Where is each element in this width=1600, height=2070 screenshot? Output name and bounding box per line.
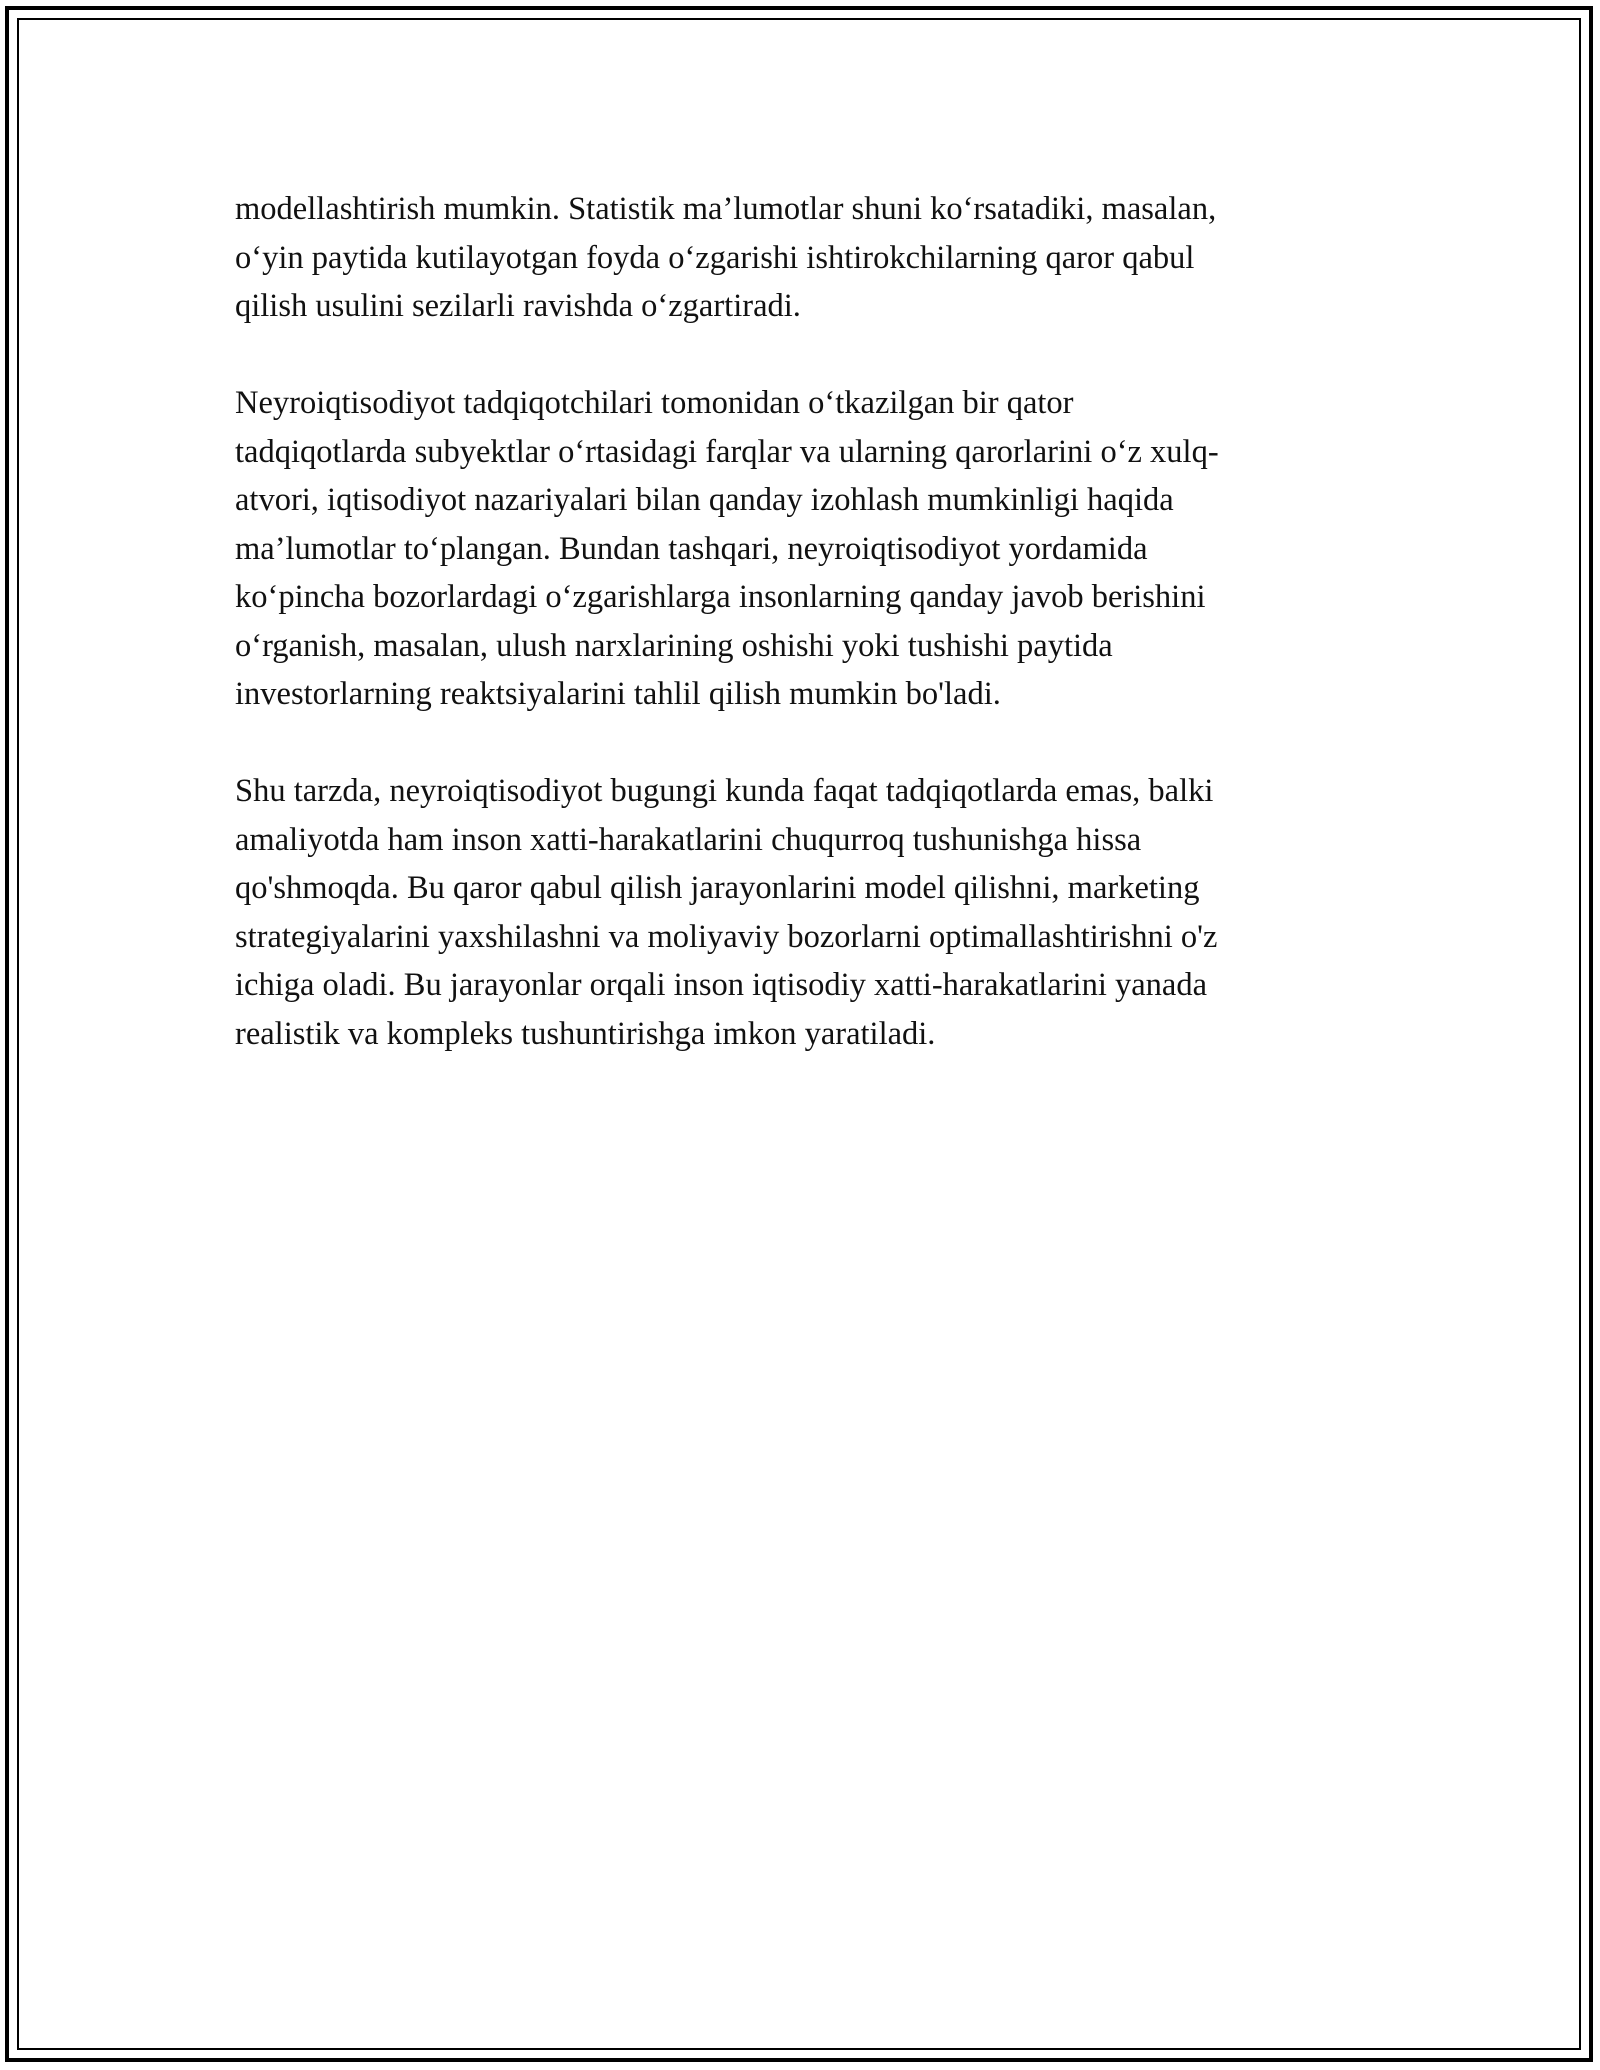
- text-line: ma’lumotlar to‘plangan. Bundan tashqari, neyroiqtisodiyot yordamida: [235, 530, 1148, 567]
- text-line: Neyroiqtisodiyot tadqiqotchilari tomonidan o‘tkazilgan bir qator: [235, 385, 1074, 421]
- text-line: qo'shmoqda. Bu qaror qabul qilish jarayonlarini model qilishni, marketing: [235, 870, 1200, 906]
- text-line: strategiyalarini yaxshilashni va moliyaviy bozorlarni optimallashtirishni o'z: [235, 918, 1218, 955]
- text-line: amaliyotda ham inson xatti-harakatlarini chuqurroq tushunishga hissa: [235, 821, 1142, 858]
- document-body: [235, 185, 1365, 1107]
- text-line: investorlarning reaktsiyalarini tahlil qilish mumkin bo'ladi.: [235, 676, 1001, 712]
- paragraph-1: [235, 185, 1365, 331]
- text-line: atvori, iqtisodiyot nazariyalari bilan qanday izohlash mumkinligi haqida: [235, 482, 1174, 518]
- text-line: realistik va kompleks tushuntirishga imkon yaratiladi.: [235, 1015, 936, 1052]
- paragraph-2: [235, 379, 1365, 719]
- text-line: o‘yin paytida kutilayotgan foyda o‘zgarishi ishtirokchilarning qaror qabul: [235, 239, 1195, 276]
- text-line: ichiga oladi. Bu jarayonlar orqali inson iqtisodiy xatti-harakatlarini yanada: [235, 967, 1208, 1003]
- text-line: modellashtirish mumkin. Statistik ma’lumotlar shuni ko‘rsatadiki, masalan,: [235, 191, 1217, 227]
- text-line: Shu tarzda, neyroiqtisodiyot bugungi kunda faqat tadqiqotlarda emas, balki: [235, 773, 1214, 809]
- text-line: o‘rganish, masalan, ulush narxlarining oshishi yoki tushishi paytida: [235, 627, 1113, 664]
- paragraph-3: [235, 767, 1365, 1058]
- text-line: qilish usulini sezilarli ravishda o‘zgartiradi.: [235, 288, 801, 324]
- text-line: ko‘pincha bozorlardagi o‘zgarishlarga insonlarning qanday javob berishini: [235, 579, 1206, 615]
- text-line: tadqiqotlarda subyektlar o‘rtasidagi farqlar va ularning qarorlarini o‘z xulq-: [235, 433, 1219, 470]
